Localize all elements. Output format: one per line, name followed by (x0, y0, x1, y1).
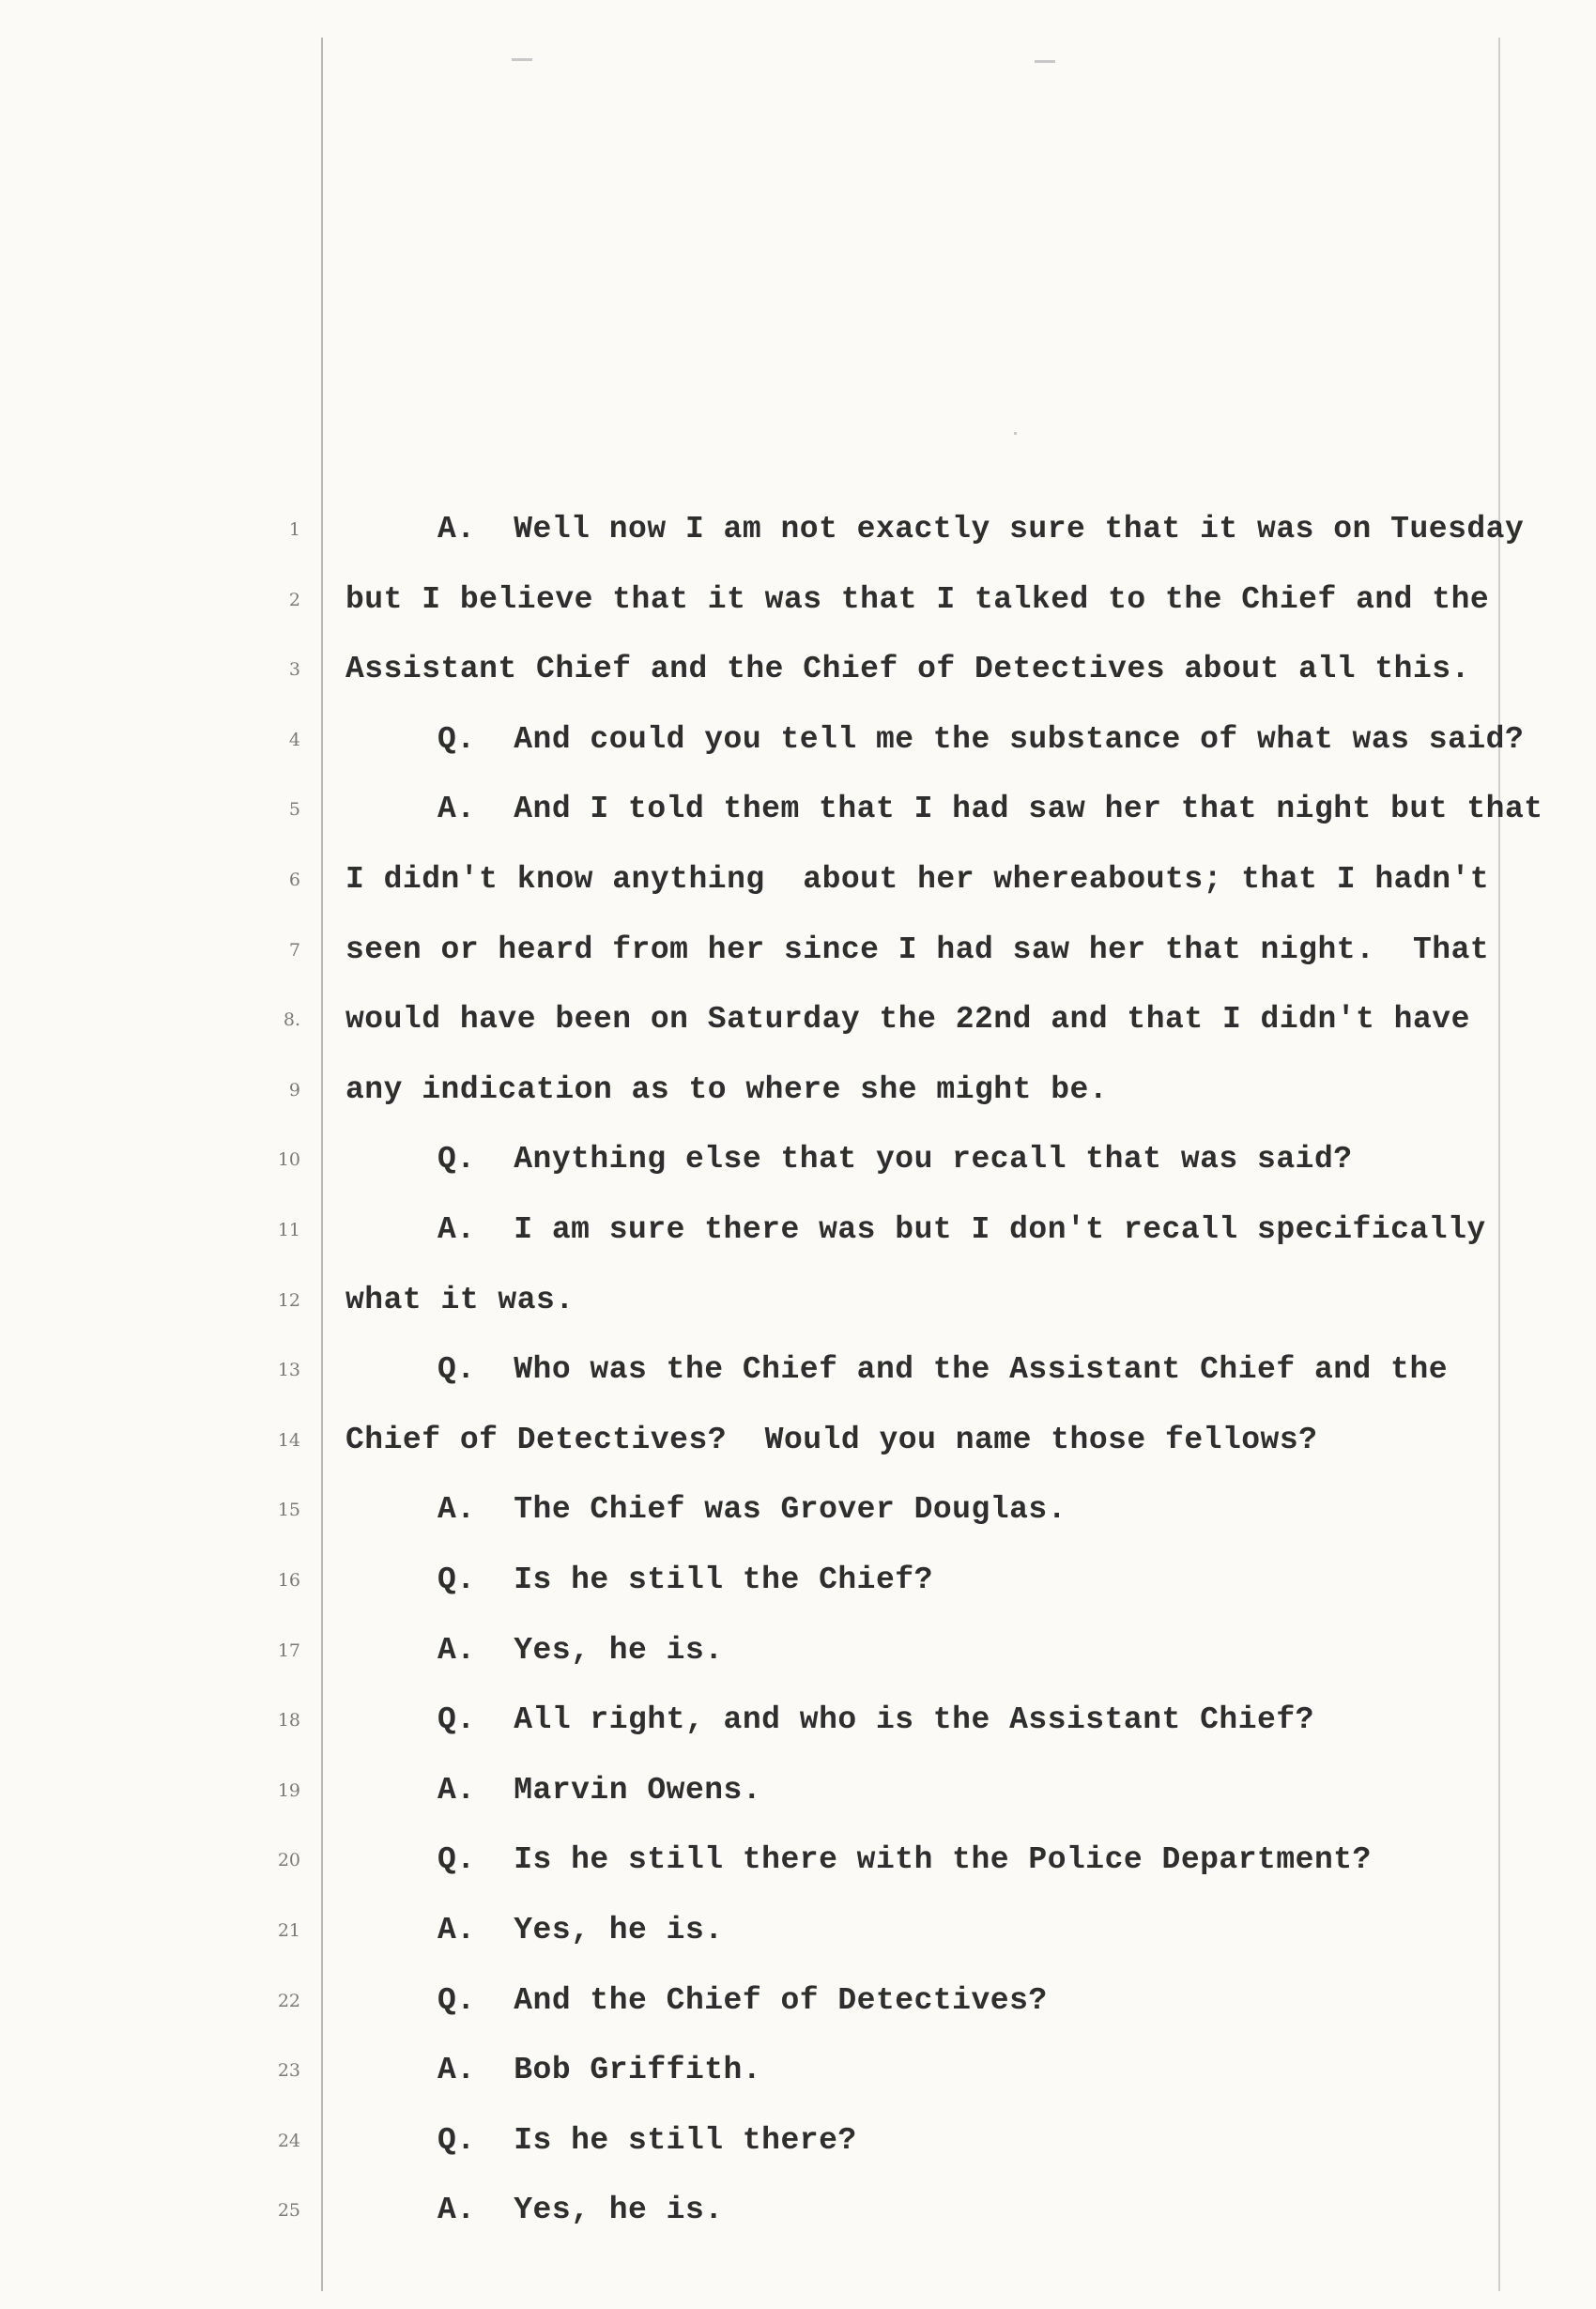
line-number: 19 (277, 1779, 300, 1801)
line-number: 2 (288, 589, 300, 610)
transcript-line: Q. Is he still there with the Police Department? (437, 1842, 1372, 1878)
transcript-line: A. Yes, he is. (437, 1913, 724, 1947)
line-number: 23 (277, 2060, 300, 2082)
line-number: 17 (277, 1639, 300, 1661)
transcript-line: Assistant Chief and the Chief of Detectives about all this. (345, 652, 1470, 687)
transcript-line: seen or heard from her since I had saw her that night. That (345, 931, 1490, 967)
scan-mark (512, 58, 532, 61)
transcript-line: Q. And the Chief of Detectives? (437, 1982, 1048, 2018)
transcript-line: Chief of Detectives? Would you name those fellows? (345, 1422, 1318, 1457)
line-number: 9 (288, 1079, 300, 1101)
transcript-line: Q. All right, and who is the Assistant Chief? (437, 1702, 1314, 1738)
left-margin-rule (321, 38, 323, 2291)
transcript-line: I didn't know anything about her whereabouts; that I hadn't (345, 862, 1490, 897)
line-number: 25 (277, 2200, 300, 2222)
line-number: 1 (288, 519, 300, 540)
line-number: 12 (277, 1289, 300, 1311)
line-number: 18 (277, 1710, 300, 1732)
transcript-line: A. Bob Griffith. (437, 2053, 762, 2088)
transcript-line: A. And I told them that I had saw her that night but that (437, 792, 1543, 827)
transcript-line: Q. Who was the Chief and the Assistant Chief and the (437, 1352, 1449, 1388)
line-number: 11 (277, 1220, 300, 1240)
line-number: 15 (277, 1500, 300, 1521)
transcript-line: but I believe that it was that I talked to the Chief and the (345, 581, 1490, 617)
line-number: 10 (277, 1149, 300, 1171)
line-number: 5 (288, 799, 300, 821)
transcript-line: A. Yes, he is. (437, 1632, 724, 1668)
line-number: 20 (277, 1850, 300, 1871)
transcript-line: A. Yes, he is. (437, 2193, 724, 2228)
transcript-line: Q. Anything else that you recall that was said? (437, 1142, 1353, 1178)
transcript-line: Q. And could you tell me the substance of what was said? (437, 721, 1525, 757)
scan-mark (1014, 432, 1017, 435)
transcript-line: what it was. (345, 1282, 575, 1317)
transcript-line: Q. Is he still the Chief? (437, 1562, 933, 1597)
line-number: 7 (288, 939, 300, 961)
line-number: 21 (277, 1920, 300, 1941)
line-number: 8. (283, 1009, 300, 1031)
line-number: 3 (288, 659, 300, 681)
line-number: 16 (277, 1570, 300, 1591)
line-number: 6 (288, 870, 300, 890)
line-number: 4 (288, 729, 300, 750)
transcript-line: A. I am sure there was but I don't recall specifically (437, 1212, 1486, 1247)
line-number: 13 (277, 1360, 300, 1381)
transcript-line: would have been on Saturday the 22nd and that I didn't have (345, 1002, 1470, 1038)
transcript-line: Q. Is he still there? (437, 2122, 857, 2158)
transcript-line: A. Marvin Owens. (437, 1772, 762, 1808)
transcript-line: A. The Chief was Grover Douglas. (437, 1492, 1067, 1528)
line-number: 14 (277, 1429, 300, 1451)
line-number: 24 (277, 2130, 300, 2151)
line-number: 22 (277, 1990, 300, 2011)
transcript-line: A. Well now I am not exactly sure that it was on Tuesday (437, 512, 1525, 546)
right-margin-rule (1498, 38, 1500, 2291)
transcript-line: any indication as to where she might be. (345, 1071, 1109, 1107)
scan-mark (1035, 60, 1055, 63)
